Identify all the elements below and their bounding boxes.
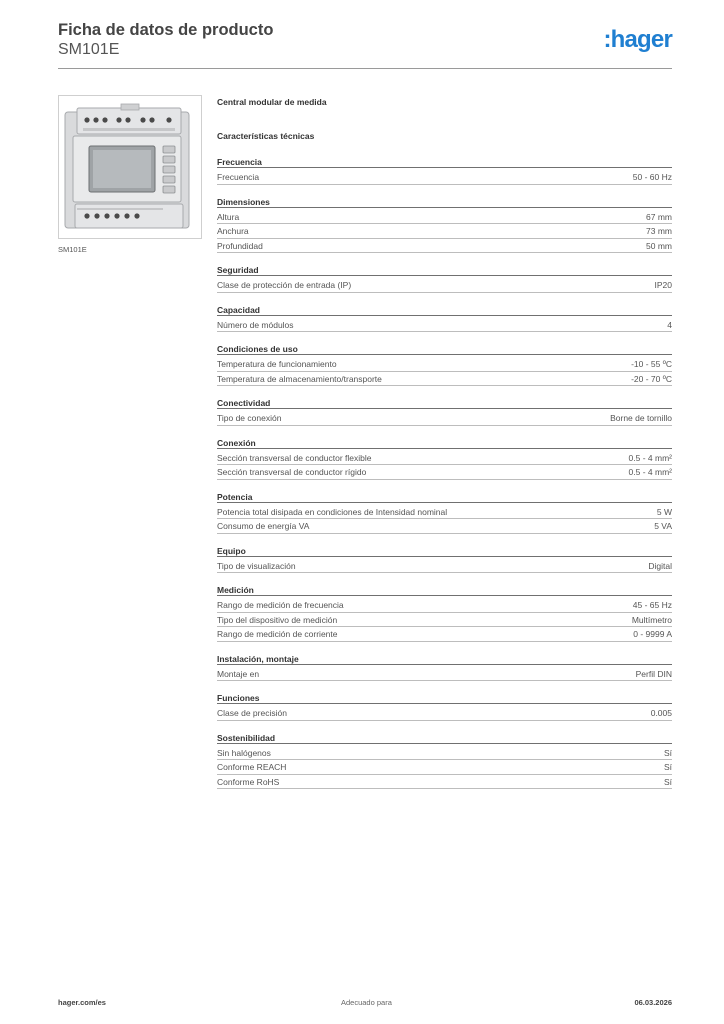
spec-group: [217, 546, 672, 574]
spec-label: Sin halógenos: [217, 747, 271, 758]
page-header: [58, 20, 672, 68]
spec-label: Clase de protección de entrada (IP): [217, 280, 352, 290]
spec-label: Tipo del dispositivo de medición: [217, 614, 338, 625]
spec-label: Frecuencia: [217, 172, 260, 182]
spec-group-title: Dimensiones: [217, 197, 672, 208]
spec-row: [217, 775, 672, 790]
spec-row: [217, 170, 672, 185]
spec-row: [217, 372, 672, 387]
spec-group: [217, 157, 672, 185]
product-type: Central modular de medida: [217, 97, 327, 107]
spec-group-title: Condiciones de uso: [217, 344, 672, 355]
spec-row: [217, 318, 672, 333]
spec-group: [217, 344, 672, 386]
spec-value: Sí: [663, 762, 672, 772]
spec-row: [217, 465, 672, 480]
spec-group: [217, 492, 672, 534]
spec-row: [217, 210, 672, 225]
spec-group: [217, 585, 672, 642]
spec-group-title: Frecuencia: [217, 157, 672, 168]
spec-group: [217, 398, 672, 426]
spec-row: [217, 411, 672, 426]
spec-label: Número de módulos: [217, 319, 294, 330]
spec-group: [217, 305, 672, 333]
spec-value: Digital: [648, 560, 672, 571]
spec-group-title: Conectividad: [217, 398, 672, 409]
spec-value: 50 mm: [646, 240, 672, 251]
spec-value: -10 - 55 ºC: [631, 359, 672, 369]
spec-row: [217, 451, 672, 466]
spec-group-title: Instalación, montaje: [217, 654, 672, 665]
page-footer: [58, 998, 672, 1010]
footer-website-link[interactable]: hager.com/es: [58, 998, 106, 1007]
spec-value: 0.005: [650, 708, 672, 718]
spec-label: Potencia total disipada en condiciones de Intensidad nominal: [217, 506, 448, 517]
spec-row: [217, 505, 672, 520]
spec-row: [217, 706, 672, 721]
spec-label: Clase de precisión: [217, 708, 287, 718]
spec-value: Multímetro: [631, 614, 672, 625]
spec-label: Montaje en: [217, 668, 260, 679]
spec-group-title: Equipo: [217, 546, 672, 557]
spec-group-title: Funciones: [217, 693, 672, 704]
spec-value: IP20: [654, 280, 672, 290]
spec-row: [217, 239, 672, 254]
spec-group: [217, 438, 672, 480]
technical-characteristics-heading: Características técnicas: [217, 131, 315, 141]
spec-label: Temperatura de funcionamiento: [217, 359, 337, 369]
spec-value: 67 mm: [646, 211, 672, 222]
spec-label: Consumo de energía VA: [217, 521, 310, 531]
spec-group: [217, 693, 672, 721]
spec-value: 5 VA: [654, 521, 672, 531]
spec-group-title: Sostenibilidad: [217, 733, 672, 744]
spec-value: 50 - 60 Hz: [632, 172, 672, 182]
spec-value: Perfil DIN: [635, 668, 672, 679]
product-image: [58, 95, 202, 239]
spec-value: Borne de tornillo: [610, 413, 672, 423]
spec-label: Rango de medición de corriente: [217, 629, 338, 639]
hager-logo[interactable]: :hager: [603, 26, 672, 53]
spec-group: [217, 265, 672, 293]
document-title: Ficha de datos de producto: [58, 21, 274, 39]
spec-row: [217, 627, 672, 642]
spec-value: Sí: [663, 747, 672, 758]
spec-group-title: Capacidad: [217, 305, 672, 316]
spec-row: [217, 746, 672, 761]
spec-label: Sección transversal de conductor flexible: [217, 452, 372, 463]
image-caption: SM101E: [58, 245, 87, 254]
spec-label: Conforme RoHS: [217, 776, 280, 787]
spec-group-title: Conexión: [217, 438, 672, 449]
spec-row: [217, 613, 672, 628]
spec-group-title: Medición: [217, 585, 672, 596]
spec-value: -20 - 70 ºC: [631, 373, 672, 384]
spec-row: [217, 760, 672, 775]
spec-row: [217, 519, 672, 534]
spec-value: 0.5 - 4 mm²: [628, 452, 672, 463]
spec-group-title: Seguridad: [217, 265, 672, 276]
spec-label: Rango de medición de frecuencia: [217, 600, 344, 610]
spec-label: Profundidad: [217, 240, 263, 251]
footer-date: 06.03.2026: [634, 998, 672, 1007]
spec-group: [217, 654, 672, 682]
spec-label: Conforme REACH: [217, 762, 287, 772]
spec-value: 45 - 65 Hz: [632, 600, 672, 610]
spec-value: 0 - 9999 A: [633, 629, 672, 639]
spec-row: [217, 598, 672, 613]
spec-row: [217, 357, 672, 372]
spec-group: [217, 197, 672, 254]
specifications: [217, 96, 672, 801]
spec-group-title: Potencia: [217, 492, 672, 503]
spec-label: Altura: [217, 211, 240, 222]
spec-label: Tipo de conexión: [217, 413, 282, 423]
spec-value: 0.5 - 4 mm²: [628, 467, 672, 477]
metering-unit-illustration: [59, 96, 203, 240]
spec-label: Sección transversal de conductor rígido: [217, 467, 367, 477]
product-code: SM101E: [58, 41, 120, 58]
spec-row: [217, 559, 672, 574]
spec-value: Sí: [663, 776, 672, 787]
header-divider: [58, 68, 672, 69]
spec-row: [217, 224, 672, 239]
spec-label: Temperatura de almacenamiento/transporte: [217, 373, 382, 384]
spec-value: 73 mm: [646, 226, 672, 236]
spec-value: 5 W: [656, 506, 672, 517]
footer-suitable-for: Adecuado para: [341, 998, 392, 1007]
spec-row: [217, 667, 672, 682]
spec-label: Tipo de visualización: [217, 560, 296, 571]
spec-row: [217, 278, 672, 293]
spec-label: Anchura: [217, 226, 249, 236]
spec-value: 4: [667, 319, 672, 330]
spec-group: [217, 733, 672, 790]
